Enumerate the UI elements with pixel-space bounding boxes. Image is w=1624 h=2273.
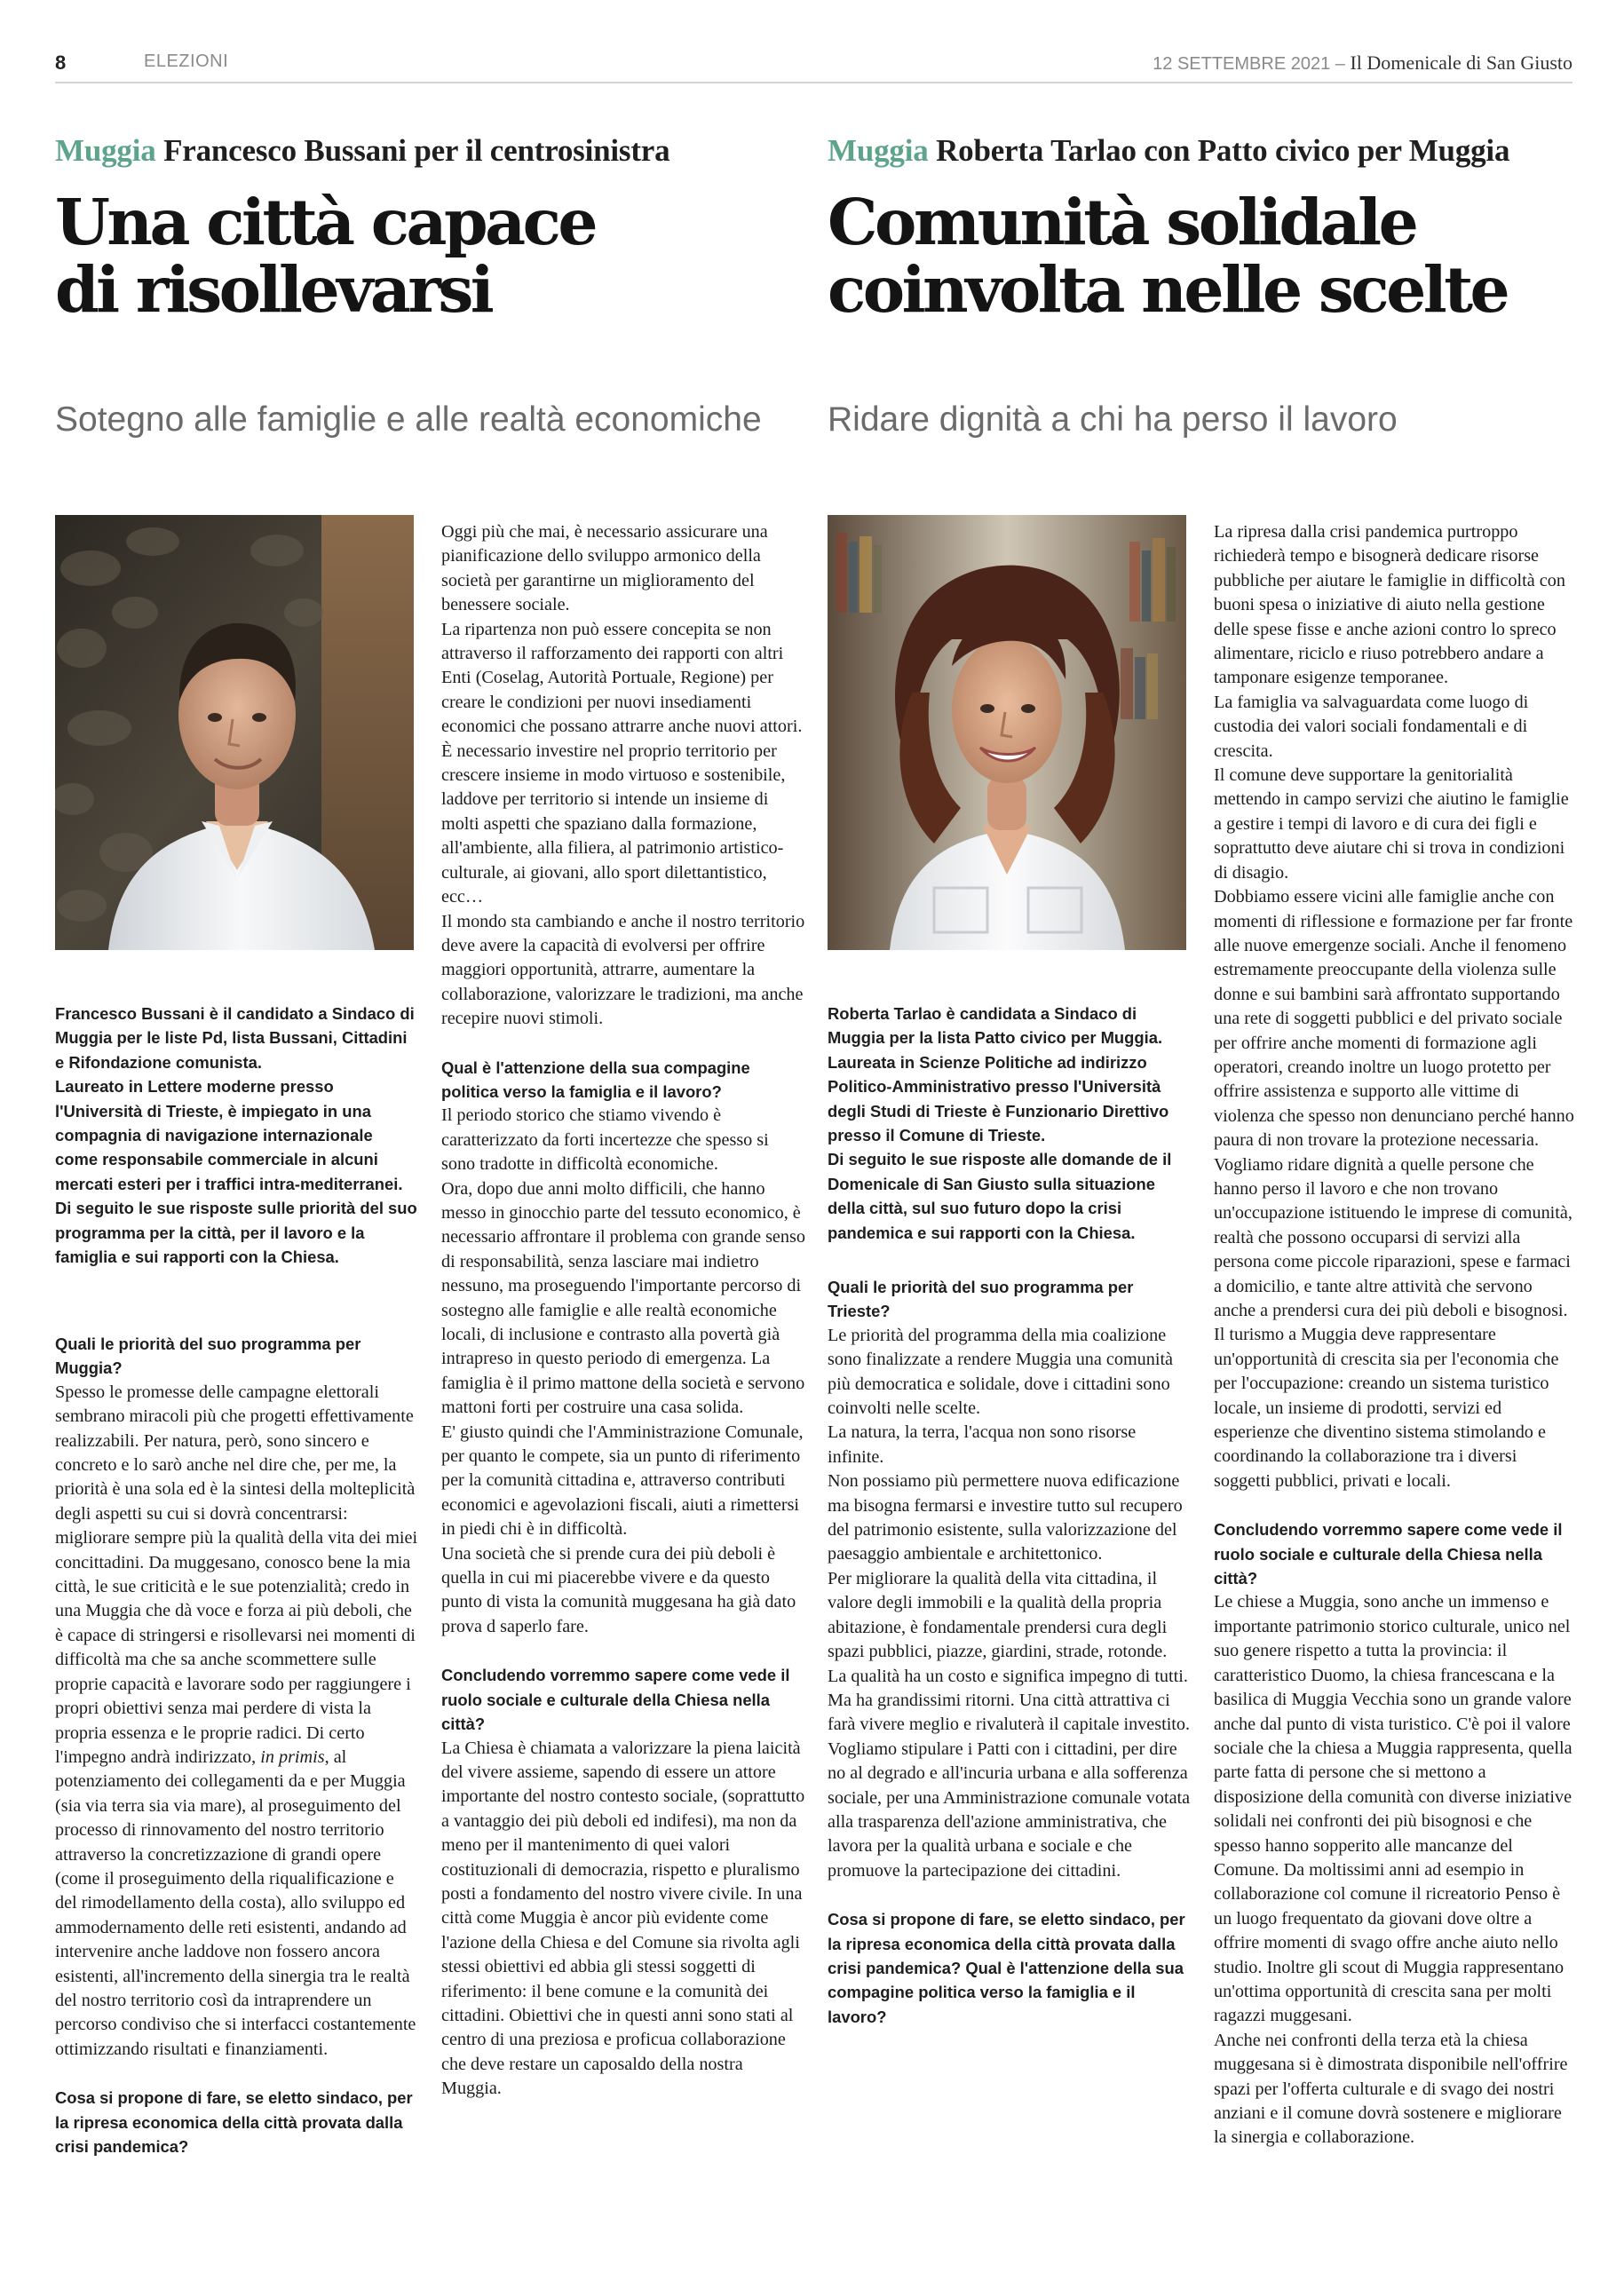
left-question-1: Quali le priorità del suo programma per Muggia?	[55, 1334, 361, 1378]
running-head	[55, 48, 1573, 83]
right-answer-2-paragraph: Il comune deve supportare la genitorialità mettendo in campo servizi che aiutino le famiglie a gestire i tempi di lavoro e di cura dei figli e soprattutto deve aiutare chi si trova in condizioni di disagio.	[1214, 765, 1569, 883]
right-article-column-1	[828, 1275, 1192, 2029]
left-subhead: Sotegno alle famiglie e alle realtà economiche	[55, 400, 762, 439]
left-answer-1-part-1: Spesso le promesse delle campagne elettorali sembrano miracoli più che progetti effettivamente realizzabili. Per natura, però, sono sincero e concreto e lo sarò anche nel dire che, per me, la priorità è una sola ed è la sintesi della molteplicità degli aspetti su cui si dovrà concentrarsi: migliorare sempre più la qualità della vita dei miei concittadini. Da muggesano, conosco bene la mia città, le sue criticità e le sue potenzialità; credo in una Muggia che dà voce e forza ai più deboli, che è capace di stringersi e risollevarsi nei momenti di difficoltà ma che sa anche scommettere sulle proprie capacità e lavorare sodo per raggiungere i propri obiettivi senza mai perdere di vista la propria essenza e le proprie radici. Di certo l'impegno andrà indirizzato,	[55, 1382, 418, 1767]
left-question-2: Cosa si propone di fare, se eletto sindaco, per la ripresa economica della città provata dalla crisi pandemica?	[55, 2088, 413, 2156]
left-kicker	[55, 133, 819, 169]
left-question-3: Qual è l'attenzione della sua compagine politica verso la famiglia e il lavoro?	[441, 1057, 750, 1101]
left-answer-3-paragraph: Una società che si prende cura dei più deboli è quella in cui mi piacerebbe vivere e da questo punto di vista la comunità muggesana ha già dato prova d saperlo fare.	[441, 1543, 796, 1636]
left-answer-3-paragraph: E' giusto quindi che l'Amministrazione Comunale, per quanto le compete, sia un punto di riferimento per la comunità cittadina e, attraverso contributi economici e agevolazioni fiscali, aiuti a rimettersi in piedi chi è in difficoltà.	[441, 1422, 804, 1540]
left-bio-paragraph: Francesco Bussani è il candidato a Sindaco di Muggia per le liste Pd, lista Bussani, Cittadini e Rifondazione comunista.	[55, 1004, 415, 1072]
left-bio	[55, 1002, 419, 1269]
masthead-line	[1153, 51, 1573, 75]
left-headline-line-1: Una città capace	[55, 185, 596, 259]
right-answer-2-paragraph: La famiglia va salvaguardata come luogo di custodia dei valori sociali fondamentali e di crescita.	[1214, 692, 1529, 761]
left-answer-2-paragraph: Il mondo sta cambiando e anche il nostro territorio deve avere la capacità di evolversi per offrire maggiori opportunità, attrarre, aumentare la collaborazione, valorizzare le tradizioni, ma anche recepire nuovi stimoli.	[441, 911, 805, 1029]
right-answer-2-paragraph: Dobbiamo essere vicini alle famiglie anche con momenti di riflessione e formazione per far fronte alle nuove emergenze sociali. Anche il fenomeno estremamente preoccupante della violenza sulle donne e sui bambini sarà affrontato supportando una rete di soggetti pubblici e del privato sociale per offrire anche momenti di formazione agli operatori, creando inoltre un luogo protetto per offrire assistenza e supporto alle vittime di violenza che spesso non denunciano perché hanno paura di non trovare la protezione necessaria.	[1214, 887, 1574, 1151]
right-answer-2-paragraph: Vogliamo ridare dignità a quelle persone che hanno perso il lavoro e che non trovano un'occupazione istituendo le imprese di comunità, realtà che possono occuparsi di servizi alla persona come piccole riparazioni, spese e farmaci a domicilio, e tante altre attività che servono anche a prendersi cura dei più deboli e bisognosi.	[1214, 1154, 1573, 1320]
separator: –	[1330, 54, 1351, 74]
right-kicker	[828, 133, 1591, 169]
left-answer-2-paragraph: La ripartenza non può essere concepita se non attraverso il rafforzamento dei rapporti con altri Enti (Coselag, Autorità Portuale, Regione) per creare le condizioni per nuovi insediamenti economici che possano attrarre anche nuovi attori.	[441, 619, 803, 737]
right-question-1: Quali le priorità del suo programma per Trieste?	[828, 1278, 1134, 1321]
left-question-4: Concludendo vorremmo sapere come vede il ruolo sociale e culturale della Chiesa nella città?	[441, 1666, 790, 1734]
right-bio-paragraph: Roberta Tarlao è candidata a Sindaco di Muggia per la lista Patto civico per Muggia.	[828, 1004, 1163, 1048]
right-candidate-line: Roberta Tarlao con Patto civico per Muggia	[928, 133, 1510, 168]
header-rule	[55, 82, 1573, 83]
right-answer-1-paragraph: La qualità ha un costo e significa impegno di tutti. Ma ha grandissimi ritorni. Una città attrattiva ci farà vivere meglio e rivaluterà il capitale investito.	[828, 1666, 1191, 1735]
right-answer-1-paragraph: La natura, la terra, l'acqua non sono risorse infinite.	[828, 1422, 1137, 1467]
left-headline-line-2: di risollevarsi	[55, 252, 492, 327]
right-subhead: Ridare dignità a chi ha perso il lavoro	[828, 400, 1398, 439]
left-place: Muggia	[55, 133, 156, 168]
right-answer-1-paragraph: Le priorità del programma della mia coalizione sono finalizzate a rendere Muggia una comunità più democratica e solidale, dove i cittadini sono coinvolti nelle scelte.	[828, 1325, 1174, 1419]
right-answer-2-paragraph: La ripresa dalla crisi pandemica purtroppo richiederà tempo e bisognerà dedicare risorse pubbliche per aiutare le famiglie in difficoltà con buoni spesa o iniziative di aiuto nella gestione delle spese fisse e anche azioni contro lo spreco alimentare, riciclo e riuso potrebbero andare a tamponare esigenze temporanee.	[1214, 522, 1565, 688]
left-headline	[55, 185, 819, 327]
page-number: 8	[55, 51, 67, 74]
right-answer-3-paragraph: Le chiese a Muggia, sono anche un immenso e importante patrimonio storico culturale, unico nel suo genere rispetto a tutta la provincia: il caratteristico Duomo, la chiesa francescana e la basilica di Muggia Vecchia sono un grande valore anche dal punto di vista turistico. C'è poi il valore sociale che la chiesa a Muggia rappresenta, quella parte fatta di persone che si mettono a disposizione della comunità con diverse iniziative solidali nei confronti dei più bisognosi e che spesso hanno sopperito alle mancanze del Comune. Da moltissimi anni ad esempio in collaborazione col comune il ricreatorio Penso è un luogo frequentato da giovani dove oltre a offrire momenti di svago offre anche aiuto nello studio. Inoltre gli scout di Muggia rappresentano un'ottima opportunità di crescita sana per molti ragazzi muggesani.	[1214, 1592, 1573, 2026]
left-article-header	[55, 133, 819, 327]
right-article-column-2	[1214, 520, 1578, 2150]
candidate-photo-bussani	[55, 515, 414, 950]
left-answer-2-paragraph: È necessario investire nel proprio territorio per crescere insieme in modo virtuoso e sostenibile, laddove per territorio si intende un insieme di molti aspetti che spaziano dalla formazione, all'ambiente, alla filiera, al patrimonio artistico-culturale, ai giovani, allo sport dilettantistico, ecc…	[441, 741, 786, 907]
left-answer-3-paragraph: Ora, dopo due anni molto difficili, che hanno messo in ginocchio parte del tessuto economico, è necessario affrontare il problema con grande senso di responsabilità, senza lasciare mai indietro nessuno, ma proseguendo l'importante percorso di sostegno alle famiglie e alle realtà economiche locali, di inclusione e contrasto alla povertà già intrapreso in questo periodo di emergenza. La famiglia è il primo mattone della società e servono mattoni forti per costruire una casa solida.	[441, 1178, 805, 1418]
right-answer-1-paragraph: Per migliorare la qualità della vita cittadina, il valore degli immobili e la qualità della propria abitazione, è fondamentale prendersi cura degli spazi pubblici, piazze, giardini, strade, rotonde.	[828, 1568, 1168, 1662]
portrait-illustration-woman	[828, 515, 1186, 950]
right-answer-2-paragraph: Il turismo a Muggia deve rappresentare un'opportunità di crescita sia per l'economia che per l'occupazione: creando un sistema turistico locale, un insieme di prodotti, servizi ed esperienze che diventino sistema stimolando e coordinando la collaborazione tra i diversi soggetti pubblici, privati e locali.	[1214, 1325, 1559, 1491]
left-article-column-2	[441, 520, 805, 2102]
right-bio	[828, 1002, 1192, 1245]
left-bio-paragraph: Laureato in Lettere moderne presso l'Università di Trieste, è impiegato in una compagnia di navigazione internazionale come responsabile commerciale in alcuni mercati esteri per i traffici intra-mediterranei.	[55, 1077, 403, 1193]
right-question-3: Concludendo vorremmo sapere come vede il ruolo sociale e culturale della Chiesa nella città?	[1214, 1520, 1563, 1588]
right-bio-paragraph: Di seguito le sue risposte alle domande de il Domenicale di San Giusto sulla situazione della città, sul suo futuro dopo la crisi pandemica e sui rapporti con la Chiesa.	[828, 1150, 1172, 1242]
right-headline	[828, 185, 1591, 327]
left-answer-1-part-2: , al potenziamento dei collegamenti da e per Muggia (sia via terra sia via mare), al proseguimento del processo di rinnovamento del nostro territorio attraverso la concretizzazione di grandi opere (come il proseguimento della riqualificazione e del rimodellamento della costa), allo sviluppo ed ammodernamento delle reti esistenti, andando ad intervenire anche laddove non fossero ancora esistenti, all'incremento della sinergia tra le realtà del nostro territorio così da intraprendere un percorso condiviso che si interfacci costantemente ottimizzando risultati e finanziamenti.	[55, 1746, 416, 2059]
left-bio-paragraph: Di seguito le sue risposte sulle priorità del suo programma per la città, per il lavoro e la famiglia e sui rapporti con la Chiesa.	[55, 1199, 417, 1267]
right-answer-3-paragraph: Anche nei confronti della terza età la chiesa muggesana si è dimostrata disponibile nell'offrire spazi per l'offerta culturale e di svago dei nostri anziani e il comune dovrà sostenere e migliorare la sinergia e collaborazione.	[1214, 2030, 1568, 2148]
right-answer-1-paragraph: Non possiamo più permettere nuova edificazione ma bisogna fermarsi e investire tutto sul recupero del patrimonio esistente, sulla valorizzazione del paesaggio ambientale e architettonico.	[828, 1471, 1183, 1564]
section-label: ELEZIONI	[144, 51, 229, 71]
paper-name: Il Domenicale di San Giusto	[1350, 51, 1573, 74]
left-answer-1-italic: in primis	[260, 1746, 325, 1767]
right-bio-paragraph: Laureata in Scienze Politiche ad indirizzo Politico-Amministrativo presso l'Università degli Studi di Trieste è Funzionario Direttivo presso il Comune di Trieste.	[828, 1052, 1169, 1145]
right-headline-line-2: coinvolta nelle scelte	[828, 252, 1508, 327]
portrait-illustration-man	[55, 515, 414, 950]
right-headline-line-1: Comunità solidale	[828, 185, 1416, 259]
left-answer-3-paragraph: Il periodo storico che stiamo vivendo è caratterizzato da forti incertezze che spesso si sono tradotte in difficoltà economiche.	[441, 1105, 769, 1175]
left-answer-2-paragraph: Oggi più che mai, è necessario assicurare una pianificazione dello sviluppo armonico della società per garantirne un miglioramento del benessere sociale.	[441, 522, 768, 615]
right-article-header	[828, 133, 1591, 327]
left-answer-4: La Chiesa è chiamata a valorizzare la piena laicità del vivere assieme, sapendo di essere un attore importante del nostro contesto sociale, (soprattutto a vantaggio dei più deboli ed indifesi), ma non da meno per il mantenimento di quei valori costituzionali di democrazia, rispetto e pluralismo posti a fondamento del nostro vivere civile. In una città come Muggia è ancor più evidente come l'azione della Chiesa e del Comune sia rivolta agli stessi obiettivi ed abbia gli stessi soggetti di riferimento: il bene comune e la comunità dei cittadini. Obiettivi che in questi anni sono stati al centro di una preziosa e proficua collaborazione che deve restare un caposaldo della nostra Muggia.	[441, 1738, 805, 2099]
right-question-2: Cosa si propone di fare, se eletto sindaco, per la ripresa economica della città provata dalla crisi pandemica? Qual è l'attenzione della sua compagine politica verso la famiglia e il lavoro?	[828, 1910, 1185, 2026]
left-answer-1	[55, 1381, 419, 2062]
left-article-column-1	[55, 1332, 419, 2158]
left-candidate-line: Francesco Bussani per il centrosinistra	[155, 133, 670, 168]
right-place: Muggia	[828, 133, 929, 168]
issue-date: 12 SETTEMBRE 2021	[1153, 54, 1331, 74]
right-answer-1-paragraph: Vogliamo stipulare i Patti con i cittadini, per dire no al degrado e all'incuria urbana e alla sofferenza sociale, per una Amministrazione comunale votata alla trasparenza dell'azione amministrativa, che lavora per la qualità urbana e sociale e che promuove la partecipazione dei cittadini.	[828, 1738, 1191, 1881]
candidate-photo-tarlao	[828, 515, 1186, 950]
